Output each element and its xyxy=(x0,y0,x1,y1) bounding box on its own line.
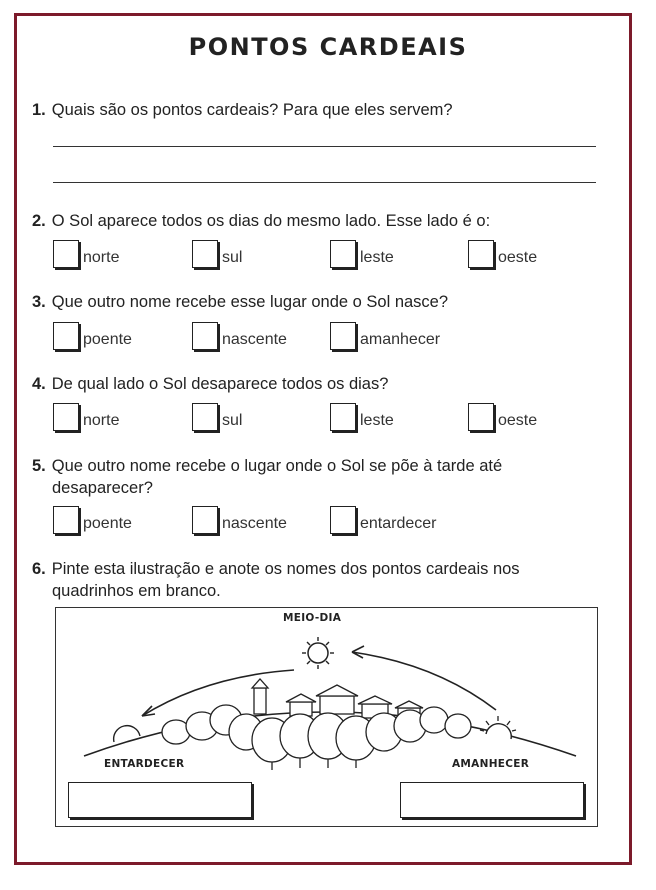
question-text-continued: desaparecer? xyxy=(52,479,153,497)
sunrise-sun-icon xyxy=(480,716,516,739)
question-number: 6. xyxy=(32,560,46,578)
option-label: norte xyxy=(83,249,120,266)
checkbox[interactable] xyxy=(192,322,218,350)
question-text: De qual lado o Sol desaparece todos os dias? xyxy=(51,375,389,393)
option-leste[interactable] xyxy=(330,397,394,431)
question-text-continued: quadrinhos em branco. xyxy=(52,582,221,600)
option-label: leste xyxy=(360,249,394,266)
checkbox[interactable] xyxy=(192,403,218,431)
answer-box-left[interactable] xyxy=(68,782,252,818)
sunset-label: ENTARDECER xyxy=(104,758,185,770)
sun-path-illustration xyxy=(55,607,598,827)
option-label: amanhecer xyxy=(360,331,441,348)
question-text: Quais são os pontos cardeais? Para que eles servem? xyxy=(51,101,453,119)
checkbox[interactable] xyxy=(330,322,356,350)
option-label: norte xyxy=(83,412,120,429)
option-label: nascente xyxy=(222,331,287,348)
option-label: nascente xyxy=(222,515,287,532)
checkbox[interactable] xyxy=(330,240,356,268)
option-label: oeste xyxy=(498,249,538,266)
noon-label: MEIO-DIA xyxy=(283,612,342,624)
option-sul[interactable] xyxy=(192,397,242,431)
question-number: 2. xyxy=(32,212,46,230)
option-label: poente xyxy=(83,515,132,532)
checkbox[interactable] xyxy=(192,506,218,534)
checkbox[interactable] xyxy=(53,403,79,431)
option-oeste[interactable] xyxy=(468,397,537,431)
checkbox[interactable] xyxy=(53,322,79,350)
question-text: O Sol aparece todos os dias do mesmo lado. Esse lado é o: xyxy=(51,212,491,230)
checkbox[interactable] xyxy=(53,506,79,534)
option-label: sul xyxy=(222,249,243,266)
option-norte[interactable] xyxy=(53,234,119,268)
option-sul[interactable] xyxy=(192,234,242,268)
question-text: Pinte esta ilustração e anote os nomes dos pontos cardeais nos xyxy=(51,560,520,578)
question-4 xyxy=(32,373,388,395)
answer-line-1[interactable] xyxy=(53,146,596,147)
checkbox[interactable] xyxy=(468,240,494,268)
option-nascente[interactable] xyxy=(192,500,287,534)
checkbox[interactable] xyxy=(53,240,79,268)
question-number: 4. xyxy=(32,375,46,393)
question-5 xyxy=(32,455,502,499)
question-2 xyxy=(32,210,490,232)
checkbox[interactable] xyxy=(192,240,218,268)
question-number: 5. xyxy=(32,457,46,475)
question-number: 3. xyxy=(32,293,46,311)
question-3 xyxy=(32,291,448,313)
option-label: poente xyxy=(83,331,132,348)
sunrise-label: AMANHECER xyxy=(452,758,530,770)
checkbox[interactable] xyxy=(330,403,356,431)
option-entardecer[interactable] xyxy=(330,500,437,534)
question-number: 1. xyxy=(32,101,46,119)
option-label: oeste xyxy=(498,412,538,429)
option-poente[interactable] xyxy=(53,316,132,350)
question-1 xyxy=(32,99,453,121)
checkbox[interactable] xyxy=(330,506,356,534)
option-label: entardecer xyxy=(360,515,437,532)
option-norte[interactable] xyxy=(53,397,119,431)
option-label: leste xyxy=(360,412,394,429)
answer-line-2[interactable] xyxy=(53,182,596,183)
option-label: sul xyxy=(222,412,243,429)
question-text: Que outro nome recebe esse lugar onde o Sol nasce? xyxy=(51,293,449,311)
question-6 xyxy=(32,558,520,602)
checkbox[interactable] xyxy=(468,403,494,431)
option-amanhecer[interactable] xyxy=(330,316,440,350)
noon-sun-icon xyxy=(302,637,334,669)
option-leste[interactable] xyxy=(330,234,394,268)
question-text: Que outro nome recebe o lugar onde o Sol se põe à tarde até xyxy=(51,457,503,475)
option-nascente[interactable] xyxy=(192,316,287,350)
option-poente[interactable] xyxy=(53,500,132,534)
answer-box-right[interactable] xyxy=(400,782,584,818)
option-oeste[interactable] xyxy=(468,234,537,268)
page-title: PONTOS CARDEAIS xyxy=(188,33,468,61)
trees-icon xyxy=(162,705,471,770)
